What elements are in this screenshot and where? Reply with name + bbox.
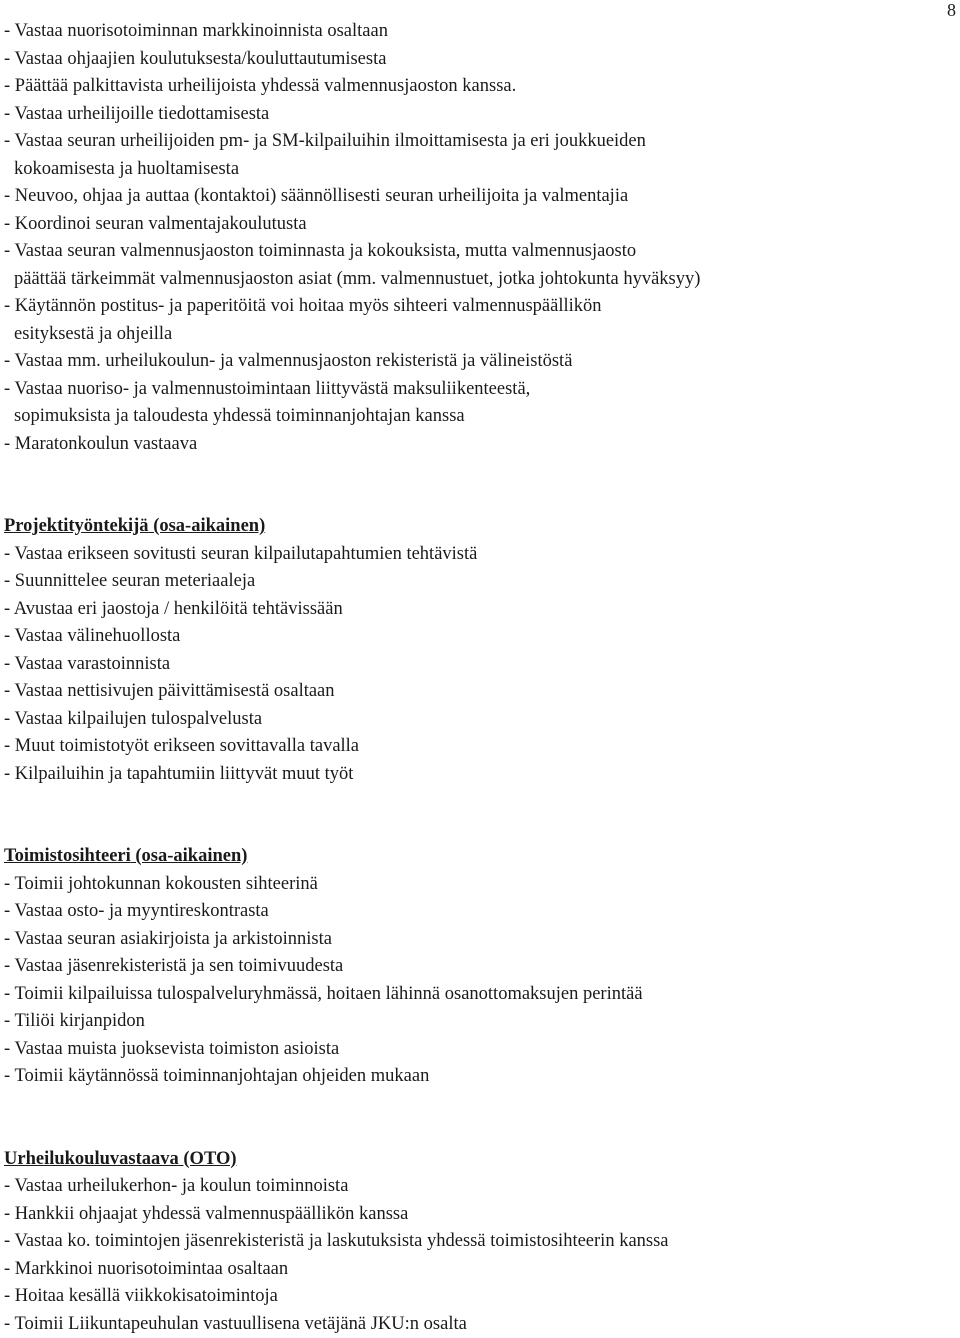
list-item: - Vastaa jäsenrekisteristä ja sen toimivuudesta — [4, 953, 924, 981]
list-item: - Vastaa muista juoksevista toimiston asioista — [4, 1036, 924, 1064]
list-item: - Vastaa seuran urheilijoiden pm- ja SM-kilpailuihin ilmoittamisesta ja eri joukkueiden — [4, 128, 924, 156]
list-item: - Vastaa seuran valmennusjaoston toiminnasta ja kokouksista, mutta valmennusjaosto — [4, 238, 924, 266]
list-item: - Vastaa kilpailujen tulospalvelusta — [4, 706, 924, 734]
list-item: - Vastaa ko. toimintojen jäsenrekisteristä ja laskutuksista yhdessä toimistosihteerin kanssa — [4, 1228, 924, 1256]
list-item-continuation: kokoamisesta ja huoltamisesta — [4, 156, 924, 184]
list-item: - Vastaa välinehuollosta — [4, 623, 924, 651]
list-item: - Vastaa urheilukerhon- ja koulun toiminnoista — [4, 1173, 924, 1201]
list-item: - Vastaa urheilijoille tiedottamisesta — [4, 101, 924, 129]
section-heading-qualifier: (osa-aikainen) — [149, 516, 266, 536]
list-item: - Vastaa mm. urheilukoulun- ja valmennusjaoston rekisteristä ja välineistöstä — [4, 348, 924, 376]
list-item: - Käytännön postitus- ja paperitöitä voi hoitaa myös sihteeri valmennuspäällikön — [4, 293, 924, 321]
list-item: - Vastaa ohjaajien koulutuksesta/kouluttautumisesta — [4, 46, 924, 74]
intro-list — [4, 18, 924, 458]
section-toimistosihteeri — [4, 843, 924, 1091]
section-heading — [4, 513, 924, 541]
list-item: - Koordinoi seuran valmentajakoulutusta — [4, 211, 924, 239]
section-heading-title: Toimistosihteeri — [4, 846, 131, 866]
list-item: - Suunnittelee seuran meteriaaleja — [4, 568, 924, 596]
page-number: 8 — [947, 0, 956, 20]
list-item: - Vastaa erikseen sovitusti seuran kilpailutapahtumien tehtävistä — [4, 541, 924, 569]
section-heading-title: Projektityöntekijä — [4, 516, 149, 536]
section-heading — [4, 843, 924, 871]
list-item: - Markkinoi nuorisotoimintaa osaltaan — [4, 1256, 924, 1284]
list-item-continuation: esityksestä ja ohjeilla — [4, 321, 924, 349]
list-item: - Toimii johtokunnan kokousten sihteerinä — [4, 871, 924, 899]
section-heading-qualifier: (OTO) — [179, 1149, 237, 1169]
list-item: - Hankkii ohjaajat yhdessä valmennuspäällikön kanssa — [4, 1201, 924, 1229]
section-heading — [4, 1146, 924, 1174]
list-item: - Päättää palkittavista urheilijoista yhdessä valmennusjaoston kanssa. — [4, 73, 924, 101]
list-item: - Avustaa eri jaostoja / henkilöitä tehtävissään — [4, 596, 924, 624]
list-item: - Vastaa varastoinnista — [4, 651, 924, 679]
list-item: - Vastaa seuran asiakirjoista ja arkistoinnista — [4, 926, 924, 954]
list-item-continuation: sopimuksista ja taloudesta yhdessä toiminnanjohtajan kanssa — [4, 403, 924, 431]
section-urheilukouluvastaava — [4, 1146, 924, 1338]
list-item: - Toimii kilpailuissa tulospalveluryhmässä, hoitaen lähinnä osanottomaksujen perintää — [4, 981, 924, 1009]
list-item: - Vastaa nuoriso- ja valmennustoimintaan liittyvästä maksuliikenteestä, — [4, 376, 924, 404]
section-heading-qualifier: (osa-aikainen) — [131, 846, 248, 866]
section-heading-title: Urheilukouluvastaava — [4, 1149, 179, 1169]
list-item: - Toimii käytännössä toiminnanjohtajan ohjeiden mukaan — [4, 1063, 924, 1091]
list-item: - Toimii Liikuntapeuhulan vastuullisena vetäjänä JKU:n osalta — [4, 1311, 924, 1338]
list-item: - Vastaa osto- ja myyntireskontrasta — [4, 898, 924, 926]
section-projektityontekija — [4, 513, 924, 788]
list-item: - Kilpailuihin ja tapahtumiin liittyvät muut työt — [4, 761, 924, 789]
list-item-continuation: päättää tärkeimmät valmennusjaoston asiat (mm. valmennustuet, jotka johtokunta hyväksyy) — [4, 266, 924, 294]
list-item: - Hoitaa kesällä viikkokisatoimintoja — [4, 1283, 924, 1311]
list-item: - Neuvoo, ohjaa ja auttaa (kontaktoi) säännöllisesti seuran urheilijoita ja valmentajia — [4, 183, 924, 211]
list-item: - Maratonkoulun vastaava — [4, 431, 924, 459]
document-body — [4, 18, 924, 1338]
list-item: - Tiliöi kirjanpidon — [4, 1008, 924, 1036]
list-item: - Vastaa nettisivujen päivittämisestä osaltaan — [4, 678, 924, 706]
list-item: - Vastaa nuorisotoiminnan markkinoinnista osaltaan — [4, 18, 924, 46]
list-item: - Muut toimistotyöt erikseen sovittavalla tavalla — [4, 733, 924, 761]
